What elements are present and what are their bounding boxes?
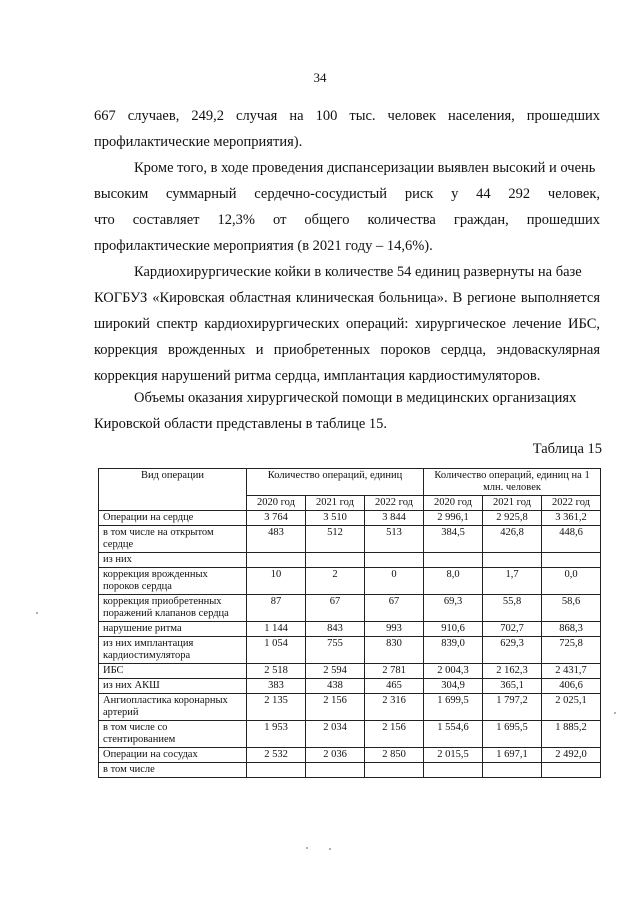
table-cell: 868,3 <box>542 622 601 637</box>
table-cell <box>424 763 483 778</box>
table-cell <box>365 763 424 778</box>
year-header: 2022 год <box>542 496 601 511</box>
table-cell: 406,6 <box>542 679 601 694</box>
row-label: Операции на сердце <box>99 511 247 526</box>
text-line: Кировской области представлены в таблице 15. <box>94 416 388 432</box>
text-line: коррекция нарушений ритма сердца, имплантация кардиостимуляторов. <box>94 368 541 384</box>
year-header: 2021 год <box>306 496 365 511</box>
text-line: Кроме того, в ходе проведения диспансеризации выявлен высокий и очень <box>134 160 596 176</box>
table-cell: 1 697,1 <box>483 748 542 763</box>
table-cell: 2 162,3 <box>483 664 542 679</box>
table-cell: 1 144 <box>247 622 306 637</box>
table-cell: 58,6 <box>542 595 601 622</box>
table-cell: 67 <box>365 595 424 622</box>
year-header: 2022 год <box>365 496 424 511</box>
paragraph-3 <box>94 259 600 389</box>
table-cell <box>542 553 601 568</box>
row-label: Операции на сосудах <box>99 748 247 763</box>
table-cell: 438 <box>306 679 365 694</box>
text-line: коррекция врожденных и приобретенных пороков сердца, эндоваскулярная <box>94 342 600 358</box>
table-cell: 448,6 <box>542 526 601 553</box>
table-cell: 10 <box>247 568 306 595</box>
paragraph-4 <box>94 385 600 437</box>
row-label: Ангиопластика коронарных артерий <box>99 694 247 721</box>
year-header: 2020 год <box>424 496 483 511</box>
table-row <box>99 679 601 694</box>
table-cell: 629,3 <box>483 637 542 664</box>
table-cell: 2 532 <box>247 748 306 763</box>
scan-speck <box>329 848 331 850</box>
operations-table <box>98 468 601 778</box>
table-cell: 69,3 <box>424 595 483 622</box>
table-cell: 304,9 <box>424 679 483 694</box>
table-row <box>99 763 601 778</box>
scan-speck <box>36 612 38 614</box>
table-cell: 465 <box>365 679 424 694</box>
table-cell: 2 594 <box>306 664 365 679</box>
table-cell: 2 036 <box>306 748 365 763</box>
row-label: в том числе на открытом сердце <box>99 526 247 553</box>
page-number: 34 <box>313 70 327 85</box>
table-cell: 67 <box>306 595 365 622</box>
table-cell: 0 <box>365 568 424 595</box>
table-cell: 3 361,2 <box>542 511 601 526</box>
table-row <box>99 637 601 664</box>
table-cell <box>365 553 424 568</box>
text-line: Объемы оказания хирургической помощи в медицинских организациях <box>134 390 577 406</box>
table-cell: 1 953 <box>247 721 306 748</box>
table-cell: 839,0 <box>424 637 483 664</box>
table-header-row <box>99 469 601 496</box>
table-cell: 2 034 <box>306 721 365 748</box>
table-cell: 1,7 <box>483 568 542 595</box>
row-label: из них <box>99 553 247 568</box>
table-cell: 1 699,5 <box>424 694 483 721</box>
table-cell <box>247 553 306 568</box>
text-line: широкий спектр кардиохирургических операций: хирургическое лечение ИБС, <box>94 316 600 332</box>
table-cell: 384,5 <box>424 526 483 553</box>
table-cell: 3 510 <box>306 511 365 526</box>
table-cell: 2 156 <box>306 694 365 721</box>
table-cell <box>483 763 542 778</box>
header-operation: Вид операции <box>99 469 247 511</box>
table-cell: 2 781 <box>365 664 424 679</box>
table-cell: 2 850 <box>365 748 424 763</box>
table-row <box>99 595 601 622</box>
table-cell: 2 135 <box>247 694 306 721</box>
table-cell: 2 015,5 <box>424 748 483 763</box>
table-cell <box>247 763 306 778</box>
table-cell: 365,1 <box>483 679 542 694</box>
table-cell: 1 797,2 <box>483 694 542 721</box>
row-label: ИБС <box>99 664 247 679</box>
table-cell: 2 <box>306 568 365 595</box>
table-cell: 512 <box>306 526 365 553</box>
table-cell: 1 695,5 <box>483 721 542 748</box>
scan-speck <box>614 712 616 714</box>
table-row <box>99 526 601 553</box>
table-cell: 2 492,0 <box>542 748 601 763</box>
table-row <box>99 568 601 595</box>
table-cell <box>424 553 483 568</box>
row-label: нарушение ритма <box>99 622 247 637</box>
table-cell: 2 925,8 <box>483 511 542 526</box>
text-line: что составляет 12,3% от общего количества граждан, прошедших <box>94 212 600 228</box>
table-row <box>99 622 601 637</box>
table-cell: 3 844 <box>365 511 424 526</box>
table-cell: 3 764 <box>247 511 306 526</box>
table-cell: 513 <box>365 526 424 553</box>
text-line: профилактические мероприятия). <box>94 134 303 150</box>
table-caption: Таблица 15 <box>532 441 602 457</box>
text-line: профилактические мероприятия (в 2021 году – 14,6%). <box>94 238 433 254</box>
table-cell: 426,8 <box>483 526 542 553</box>
table-cell: 2 996,1 <box>424 511 483 526</box>
table-row <box>99 664 601 679</box>
table-cell: 755 <box>306 637 365 664</box>
table-cell: 993 <box>365 622 424 637</box>
table-cell: 910,6 <box>424 622 483 637</box>
row-label: коррекция приобретенных поражений клапанов сердца <box>99 595 247 622</box>
table-cell: 87 <box>247 595 306 622</box>
table-cell: 702,7 <box>483 622 542 637</box>
table-cell: 1 054 <box>247 637 306 664</box>
text-line: Кардиохирургические койки в количестве 54 единиц развернуты на базе <box>134 264 582 280</box>
table-cell <box>542 763 601 778</box>
year-header: 2020 год <box>247 496 306 511</box>
row-label: из них АКШ <box>99 679 247 694</box>
table-cell: 383 <box>247 679 306 694</box>
scan-speck <box>306 847 308 849</box>
table-cell: 1 554,6 <box>424 721 483 748</box>
table-cell: 725,8 <box>542 637 601 664</box>
paragraph-2 <box>94 155 600 259</box>
row-label: коррекция врожденных пороков сердца <box>99 568 247 595</box>
table-cell: 830 <box>365 637 424 664</box>
table-cell <box>306 763 365 778</box>
table-cell: 483 <box>247 526 306 553</box>
table-cell: 2 156 <box>365 721 424 748</box>
year-header: 2021 год <box>483 496 542 511</box>
text-line: высоким суммарный сердечно-сосудистый риск у 44 292 человек, <box>94 186 600 202</box>
row-label: из них имплантация кардиостимулятора <box>99 637 247 664</box>
table-cell: 1 885,2 <box>542 721 601 748</box>
table-cell: 2 316 <box>365 694 424 721</box>
table-cell: 0,0 <box>542 568 601 595</box>
row-label: в том числе со стентированием <box>99 721 247 748</box>
table-row <box>99 553 601 568</box>
text-line: 667 случаев, 249,2 случая на 100 тыс. человек населения, прошедших <box>94 108 600 124</box>
table-cell: 2 025,1 <box>542 694 601 721</box>
table-row <box>99 721 601 748</box>
table-cell: 843 <box>306 622 365 637</box>
header-per-million: Количество операций, единиц на 1 млн. человек <box>424 469 601 496</box>
table-cell: 2 431,7 <box>542 664 601 679</box>
table-row <box>99 748 601 763</box>
table-cell: 55,8 <box>483 595 542 622</box>
table-row <box>99 694 601 721</box>
row-label: в том числе <box>99 763 247 778</box>
paragraph-1 <box>94 103 600 155</box>
table-cell <box>483 553 542 568</box>
table-cell: 8,0 <box>424 568 483 595</box>
table-cell <box>306 553 365 568</box>
table-row <box>99 511 601 526</box>
table-cell: 2 004,3 <box>424 664 483 679</box>
text-line: КОГБУЗ «Кировская областная клиническая больница». В регионе выполняется <box>94 290 600 306</box>
table-cell: 2 518 <box>247 664 306 679</box>
header-count: Количество операций, единиц <box>247 469 424 496</box>
